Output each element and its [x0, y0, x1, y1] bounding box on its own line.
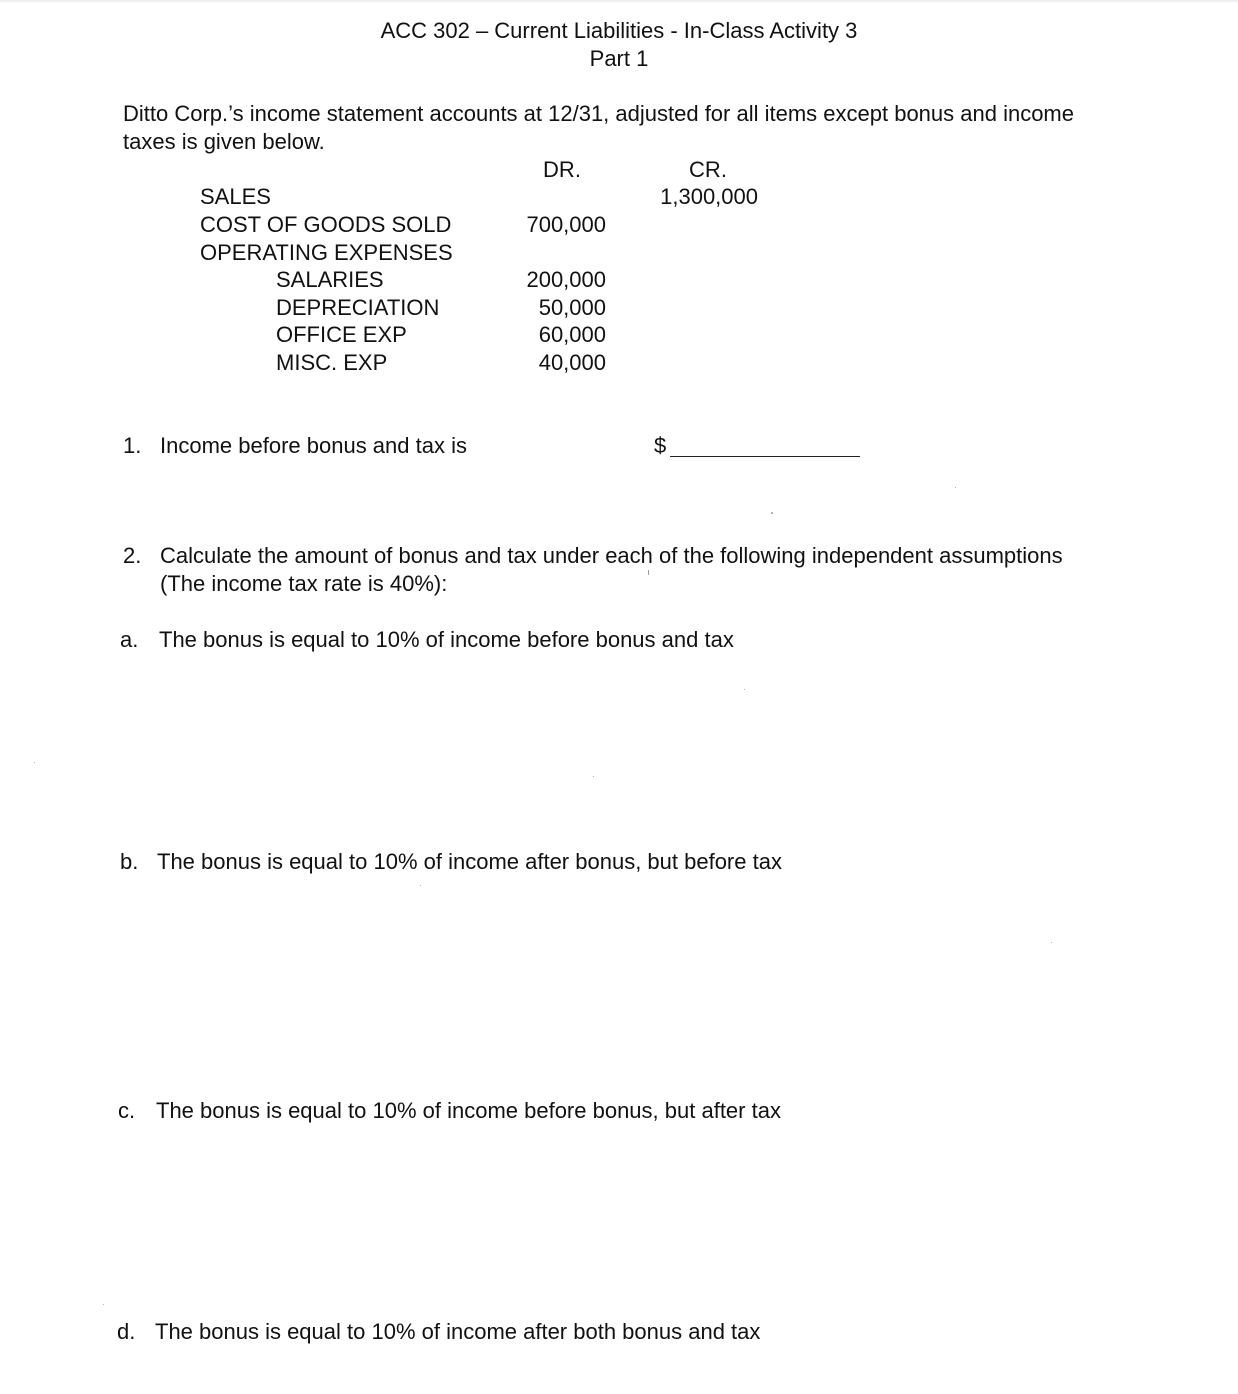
- part-d-letter: d.: [117, 1319, 136, 1344]
- dr-column-header: DR.: [543, 157, 581, 182]
- scan-speck: [955, 487, 956, 488]
- part-b-text: The bonus is equal to 10% of income after bonus, but before tax: [157, 849, 782, 874]
- cr-column-header: CR.: [689, 157, 727, 182]
- question-2-line-2: (The income tax rate is 40%):: [160, 571, 448, 596]
- ledger-label-office-exp: OFFICE EXP: [276, 322, 407, 347]
- part-c-text: The bonus is equal to 10% of income before bonus, but after tax: [156, 1098, 781, 1123]
- scan-speck: [593, 776, 594, 777]
- part-c-letter: c.: [118, 1098, 136, 1123]
- scan-speck: [420, 885, 421, 886]
- question-1-number: 1.: [123, 433, 142, 458]
- question-2-number: 2.: [123, 543, 142, 568]
- part-b-letter: b.: [120, 849, 139, 874]
- ledger-dr-misc-exp: 40,000: [538, 350, 606, 375]
- ledger-label-salaries: SALARIES: [276, 267, 384, 292]
- document-title: ACC 302 – Current Liabilities - In-Class Activity 3: [380, 18, 858, 43]
- answer-blank-line: [670, 456, 860, 457]
- part-a-text: The bonus is equal to 10% of income before bonus and tax: [159, 627, 734, 652]
- part-a-letter: a.: [120, 627, 139, 652]
- intro-line-1: Ditto Corp.’s income statement accounts at 12/31, adjusted for all items except bonus and income: [123, 101, 1074, 126]
- ledger-dr-depreciation: 50,000: [538, 295, 606, 320]
- ledger-label-depreciation: DEPRECIATION: [276, 295, 440, 320]
- part-d-text: The bonus is equal to 10% of income after both bonus and tax: [155, 1319, 761, 1344]
- ledger-label-misc-exp: MISC. EXP: [276, 350, 388, 375]
- ledger-dr-cogs: 700,000: [526, 212, 606, 237]
- scan-speck: [648, 570, 649, 575]
- ledger-label-operating-expenses: OPERATING EXPENSES: [200, 240, 453, 265]
- question-1-currency: $: [654, 433, 667, 458]
- question-2-line-1: Calculate the amount of bonus and tax under each of the following independent assumptions: [160, 543, 1063, 568]
- ledger-label-cogs: COST OF GOODS SOLD: [200, 212, 452, 237]
- document-subtitle: Part 1: [589, 46, 649, 71]
- scan-speck: [744, 689, 745, 690]
- ledger-cr-sales: 1,300,000: [660, 184, 758, 209]
- scan-speck: [103, 1304, 104, 1305]
- ledger-dr-office-exp: 60,000: [538, 322, 606, 347]
- ledger-label-sales: SALES: [200, 184, 271, 209]
- question-1-text: Income before bonus and tax is: [160, 433, 467, 458]
- scan-speck: [34, 762, 35, 763]
- ledger-dr-salaries: 200,000: [526, 267, 606, 292]
- page-top-edge: [0, 0, 1238, 3]
- scan-speck: [1051, 942, 1052, 943]
- scan-speck: [771, 512, 773, 514]
- intro-line-2: taxes is given below.: [123, 129, 325, 154]
